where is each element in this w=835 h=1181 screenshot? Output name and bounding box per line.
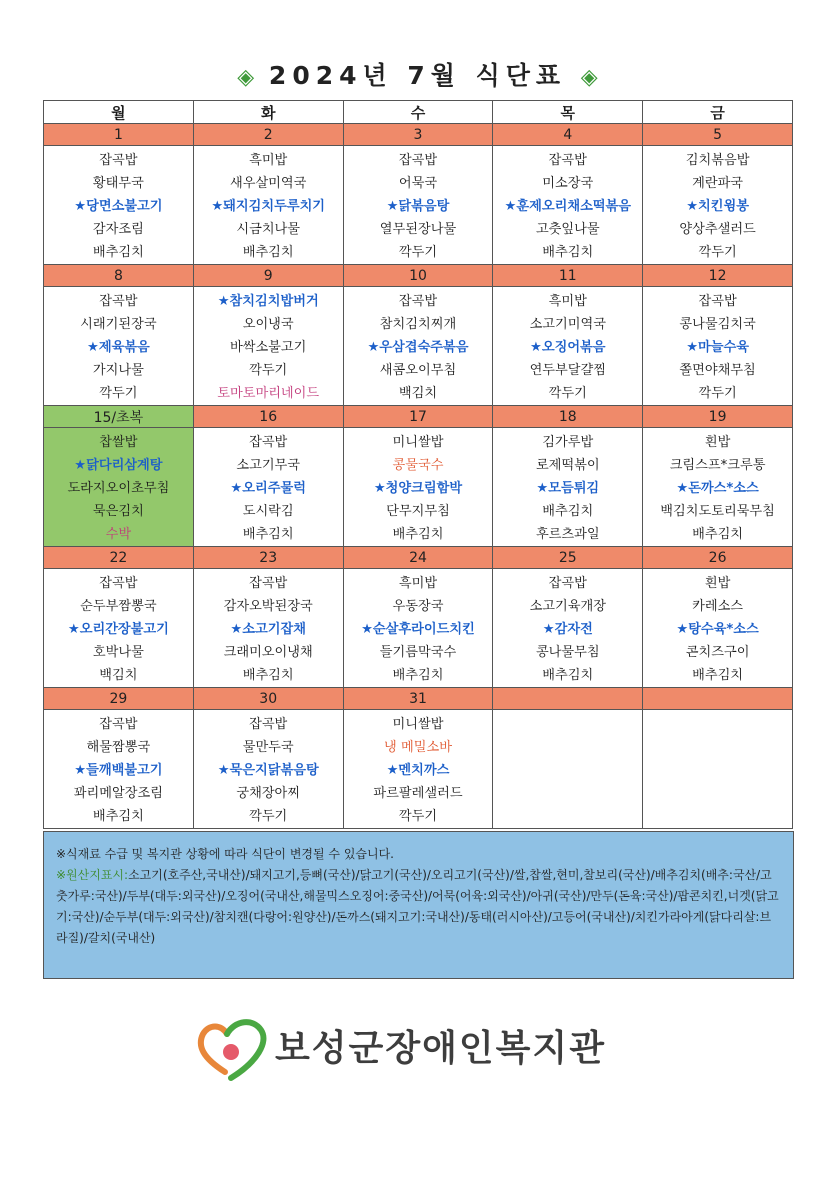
menu-item: ★제육볶음	[87, 340, 150, 355]
menu-item: 도라지오이초무침	[67, 481, 170, 496]
menu-item: 물만두국	[242, 740, 294, 755]
origin-text: 소고기(호주산,국내산)/돼지고기,등뼈(국산)/닭고기(국산)/오리고기(국산)/쌀,찹쌀,현미,찰보리(국산)/배추김치(배추:국산/고춧가루:국산)/두부(대두:외국산)/오징어(국내산,해물믹스오징어:중국산)/어묵(어육:외국산)/아귀(국산)/만두(돈육:국산)/팝콘치킨,너겟(닭고기:국산)/순두부(대두:외국산)/참치캔(다랑어:원양산)/돈까스(돼지고기:국내산)/동태(러시아산)/고등어(국내산)/치킨가라아게(닭다리살:브라질)/갈치(국내산)	[56, 868, 779, 945]
menu-item: ★당면소불고기	[74, 199, 163, 214]
title-text: 2024년 7월 식단표	[268, 61, 567, 90]
menu-item: 콩나물무침	[535, 645, 600, 660]
menu-item: 찹쌀밥	[99, 435, 138, 450]
menu-cell	[643, 569, 793, 688]
menu-item: ★소고기잡채	[230, 622, 306, 637]
menu-item: 콘치즈구이	[685, 645, 750, 660]
menu-row	[44, 428, 793, 547]
menu-item: ★감자전	[542, 622, 593, 637]
menu-item: ★멘치까스	[386, 763, 450, 778]
date-cell: 18	[493, 406, 643, 428]
menu-item: 깍두기	[249, 809, 288, 824]
menu-item: 배추김치	[542, 504, 594, 519]
menu-item: 배추김치	[242, 668, 294, 683]
menu-item: 흰밥	[704, 435, 731, 450]
date-cell	[493, 688, 643, 710]
menu-item: 연두부달걀찜	[529, 363, 606, 378]
menu-item: 잡곡밥	[99, 153, 138, 168]
menu-item: ★치킨윙봉	[686, 199, 749, 214]
menu-item: 토마토마리네이드	[217, 386, 320, 401]
menu-item: 잡곡밥	[249, 576, 288, 591]
menu-item: ★탕수육*소스	[676, 622, 759, 637]
menu-item: 오이냉국	[242, 317, 294, 332]
menu-item: 김치볶음밥	[685, 153, 750, 168]
date-cell: 2	[193, 124, 343, 146]
date-row	[44, 265, 793, 287]
menu-item: 우동장국	[392, 599, 444, 614]
menu-cell	[343, 428, 493, 547]
menu-item: 어묵국	[398, 176, 438, 191]
menu-item: 콩물국수	[392, 458, 444, 473]
menu-item: 꽈리메알장조림	[73, 786, 163, 801]
menu-table	[43, 100, 793, 829]
title-diamond-left-icon: ◈	[237, 65, 255, 90]
menu-item: 잡곡밥	[548, 153, 587, 168]
menu-item: 잡곡밥	[99, 294, 138, 309]
date-cell: 30	[193, 688, 343, 710]
menu-cell	[343, 569, 493, 688]
menu-cell	[193, 569, 343, 688]
menu-item: 시금치나물	[236, 222, 301, 237]
menu-item: ★오리간장불고기	[67, 622, 169, 637]
date-row	[44, 124, 793, 146]
menu-item: 깍두기	[698, 386, 737, 401]
menu-cell	[44, 428, 194, 547]
menu-item: 깍두기	[249, 363, 288, 378]
menu-item: 배추김치	[392, 668, 444, 683]
menu-item: 도시락김	[242, 504, 294, 519]
menu-item: 배추김치	[92, 245, 144, 260]
menu-item: 계란파국	[692, 176, 744, 191]
menu-cell	[493, 569, 643, 688]
menu-item: 시래기된장국	[80, 317, 157, 332]
menu-item: 참치김치찌개	[379, 317, 457, 332]
date-cell: 24	[343, 547, 493, 569]
menu-item: 잡곡밥	[698, 294, 737, 309]
menu-item: 소고기미역국	[529, 317, 606, 332]
menu-item: 소고기육개장	[529, 599, 606, 614]
date-cell: 8	[44, 265, 194, 287]
date-cell: 31	[343, 688, 493, 710]
menu-item: ★모듬튀김	[536, 481, 600, 496]
menu-cell	[493, 287, 643, 406]
menu-item: 로제떡볶이	[535, 458, 600, 473]
menu-cell	[343, 710, 493, 829]
menu-item: ★훈제오리채소떡볶음	[504, 199, 632, 214]
menu-cell	[343, 287, 493, 406]
date-cell: 23	[193, 547, 343, 569]
menu-item: 흑미밥	[398, 576, 438, 591]
date-cell: 19	[643, 406, 793, 428]
menu-item: 냉 메밀소바	[384, 740, 452, 755]
date-cell: 26	[643, 547, 793, 569]
menu-item: 가지나물	[92, 363, 144, 378]
menu-cell	[193, 710, 343, 829]
date-cell: 3	[343, 124, 493, 146]
menu-item: 배추김치	[692, 668, 744, 683]
menu-item: 미니쌀밥	[392, 435, 444, 450]
menu-item: 깍두기	[398, 245, 438, 260]
menu-item: 잡곡밥	[249, 435, 288, 450]
menu-item: 흑미밥	[548, 294, 587, 309]
menu-item: 바싹소불고기	[229, 340, 307, 355]
menu-item: 깍두기	[398, 809, 438, 824]
menu-item: 깍두기	[99, 386, 138, 401]
date-row	[44, 547, 793, 569]
menu-item: ★닭다리삼계탕	[74, 458, 163, 473]
menu-item: 백김치	[99, 668, 138, 683]
date-cell: 4	[493, 124, 643, 146]
menu-item: 궁채장아찌	[236, 786, 301, 801]
date-row	[44, 406, 793, 428]
menu-item: ★돈까스*소스	[676, 481, 759, 496]
menu-cell	[193, 146, 343, 265]
menu-item: 황태무국	[92, 176, 144, 191]
menu-cell	[44, 710, 194, 829]
date-cell: 25	[493, 547, 643, 569]
menu-item: 감자조림	[92, 222, 144, 237]
date-cell: 11	[493, 265, 643, 287]
menu-item: ★묵은지닭볶음탕	[217, 763, 319, 778]
menu-cell	[343, 146, 493, 265]
date-cell: 16	[193, 406, 343, 428]
menu-item: 잡곡밥	[398, 153, 438, 168]
menu-item: 묵은김치	[92, 504, 144, 519]
menu-row	[44, 710, 793, 829]
menu-cell	[44, 569, 194, 688]
menu-item: 배추김치	[692, 527, 744, 542]
menu-cell	[493, 146, 643, 265]
menu-cell	[643, 710, 793, 829]
menu-item: 배추김치	[242, 245, 294, 260]
menu-item: 새우살미역국	[229, 176, 307, 191]
menu-item: ★들깨백불고기	[74, 763, 163, 778]
menu-item: 깍두기	[698, 245, 737, 260]
menu-item: 새콤오이무침	[379, 363, 457, 378]
menu-cell	[643, 287, 793, 406]
menu-cell	[44, 146, 194, 265]
date-cell: 17	[343, 406, 493, 428]
menu-item: 배추김치	[92, 809, 144, 824]
menu-item: ★청양크림함박	[373, 481, 463, 496]
menu-item: 배추김치	[542, 245, 594, 260]
menu-item: 잡곡밥	[99, 576, 138, 591]
page-title	[0, 56, 835, 92]
date-cell	[643, 688, 793, 710]
menu-cell	[493, 428, 643, 547]
menu-cell	[643, 146, 793, 265]
menu-item: 흑미밥	[249, 153, 288, 168]
menu-item: ★오징어볶음	[530, 340, 606, 355]
menu-item: 단무지무침	[386, 504, 450, 519]
menu-item: 감자오박된장국	[223, 599, 313, 614]
date-row	[44, 688, 793, 710]
menu-row	[44, 569, 793, 688]
menu-item: 수박	[105, 527, 132, 542]
date-cell: 10	[343, 265, 493, 287]
weekday-header: 목	[493, 101, 643, 124]
date-cell: 22	[44, 547, 194, 569]
menu-item: 열무된장나물	[379, 222, 457, 237]
menu-item: 크래미오이냉채	[223, 645, 313, 660]
menu-item: 미니쌀밥	[392, 717, 444, 732]
menu-item: 배추김치	[542, 668, 594, 683]
weekday-header: 수	[343, 101, 493, 124]
menu-item: 콩나물김치국	[679, 317, 756, 332]
menu-item: 쫄면야채무침	[679, 363, 756, 378]
menu-row	[44, 287, 793, 406]
menu-item: ★마늘수육	[686, 340, 749, 355]
menu-item: 깍두기	[548, 386, 587, 401]
date-cell: 9	[193, 265, 343, 287]
notes-origin	[56, 865, 781, 949]
weekday-header-row	[44, 101, 793, 124]
menu-item: 호박나물	[92, 645, 144, 660]
menu-item: 고춧잎나물	[535, 222, 600, 237]
menu-item: 양상추샐러드	[679, 222, 756, 237]
menu-item: ★참치김치밥버거	[217, 294, 319, 309]
menu-item: 잡곡밥	[99, 717, 138, 732]
menu-item: 배추김치	[392, 527, 444, 542]
org-name: 보성군장애인복지관	[275, 1028, 606, 1069]
menu-item: 잡곡밥	[548, 576, 587, 591]
heart-logo-icon	[195, 1012, 270, 1082]
menu-item: ★오리주물럭	[230, 481, 306, 496]
menu-item: 들기름막국수	[379, 645, 457, 660]
weekday-header: 금	[643, 101, 793, 124]
menu-cell	[643, 428, 793, 547]
org-logo	[195, 1012, 655, 1082]
menu-item: ★닭볶음탕	[386, 199, 450, 214]
menu-item: 흰밥	[704, 576, 731, 591]
menu-item: 백김치도토리묵무침	[660, 504, 775, 519]
menu-item: 미소장국	[542, 176, 594, 191]
menu-item: 순두부짬뽕국	[80, 599, 157, 614]
title-diamond-right-icon: ◈	[580, 65, 598, 90]
menu-cell	[193, 428, 343, 547]
menu-item: 잡곡밥	[398, 294, 438, 309]
menu-item: 김가루밥	[542, 435, 594, 450]
weekday-header: 화	[193, 101, 343, 124]
menu-item: 잡곡밥	[249, 717, 288, 732]
menu-cell	[44, 287, 194, 406]
date-cell: 1	[44, 124, 194, 146]
menu-cell	[193, 287, 343, 406]
notes-disclaimer: ※식재료 수급 및 복지관 상황에 따라 식단이 변경될 수 있습니다.	[56, 847, 395, 861]
menu-item: ★우삼겹숙주볶음	[367, 340, 469, 355]
date-cell: 29	[44, 688, 194, 710]
menu-item: 크림스프*크루통	[669, 458, 766, 473]
weekday-header: 월	[44, 101, 194, 124]
notes-box	[43, 831, 794, 979]
menu-item: 카레소스	[692, 599, 744, 614]
date-cell: 12	[643, 265, 793, 287]
origin-label: ※원산지표시:	[56, 868, 129, 882]
date-cell: 5	[643, 124, 793, 146]
date-cell: 15/초복	[44, 406, 194, 428]
menu-item: 배추김치	[242, 527, 294, 542]
menu-item: 후르츠과일	[535, 527, 600, 542]
menu-item: 백김치	[398, 386, 438, 401]
menu-item: 소고기무국	[236, 458, 301, 473]
menu-item: ★순살후라이드치킨	[361, 622, 475, 637]
menu-item: 해물짬뽕국	[86, 740, 151, 755]
menu-row	[44, 146, 793, 265]
menu-item: ★돼지김치두루치기	[211, 199, 326, 214]
menu-item: 파르팔레샐러드	[373, 786, 463, 801]
menu-cell	[493, 710, 643, 829]
